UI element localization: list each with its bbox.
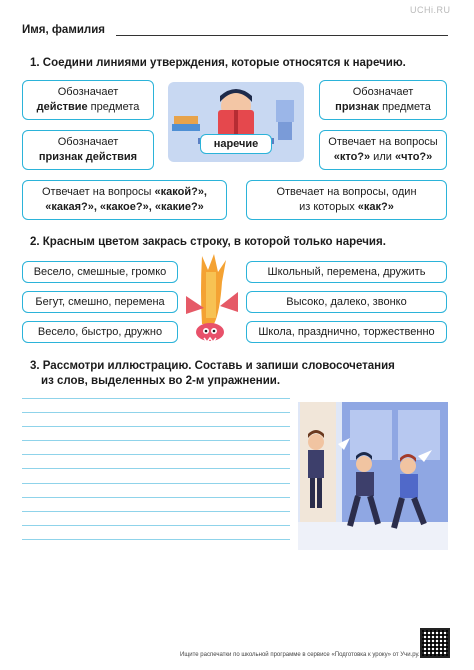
statement-box-r3[interactable]: Отвечает на вопросы, один из которых «как?» <box>246 180 447 220</box>
school-kids-illustration <box>298 402 448 550</box>
task3-title-line2: из слов, выделенных во 2-м упражнении. <box>41 375 281 387</box>
adverb-center-label: наречие <box>200 134 272 154</box>
dragon-illustration <box>180 252 244 348</box>
statement-box-l2[interactable]: Обозначает признак действия <box>22 130 154 170</box>
qr-code-icon <box>420 628 450 658</box>
task2-title: 2. Красным цветом закрась строку, в которой только наречия. <box>30 236 386 248</box>
word-row-left-1[interactable]: Весело, смешные, громко <box>22 261 178 283</box>
statement-box-r1[interactable]: Обозначает признак предмета <box>319 80 447 120</box>
name-label: Имя, фамилия <box>22 24 105 36</box>
statement-box-l3[interactable]: Отвечает на вопросы «какой?», «какая?», «какое?», «какие?» <box>22 180 227 220</box>
word-row-left-2[interactable]: Бегут, смешно, перемена <box>22 291 178 313</box>
name-input-line[interactable] <box>116 35 448 36</box>
brand-logo: UCHi.RU <box>410 5 451 15</box>
word-row-right-2[interactable]: Высоко, далеко, звонко <box>246 291 447 313</box>
writing-lines[interactable] <box>22 398 290 553</box>
task3-title <box>30 359 395 389</box>
word-row-left-3[interactable]: Весело, быстро, дружно <box>22 321 178 343</box>
task3-title-line1: 3. Рассмотри иллюстрацию. Составь и запиши словосочетания <box>30 360 395 372</box>
word-row-right-3[interactable]: Школа, празднично, торжественно <box>246 321 447 343</box>
statement-box-l1[interactable]: Обозначает действие предмета <box>22 80 154 120</box>
word-row-right-1[interactable]: Школьный, перемена, дружить <box>246 261 447 283</box>
statement-box-r2[interactable]: Отвечает на вопросы «кто?» или «что?» <box>319 130 447 170</box>
footer-note: Ищите распечатки по школьной программе в сервисе «Подготовка к уроку» от Учи.ру. <box>180 652 420 658</box>
task1-title: 1. Соедини линиями утверждения, которые относятся к наречию. <box>30 57 406 69</box>
